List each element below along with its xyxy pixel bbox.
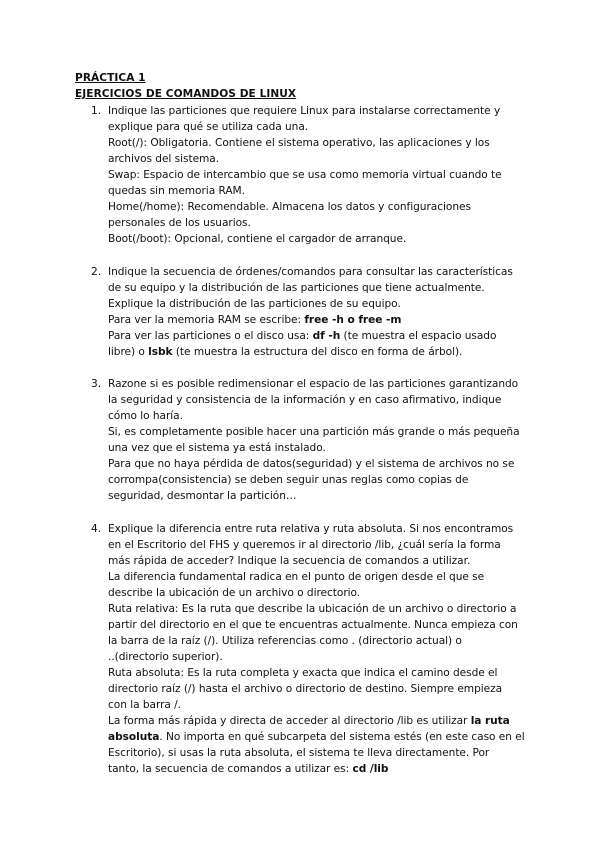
answer-line: personales de los usuarios. — [108, 217, 251, 229]
answer-line: quedas sin memoria RAM. — [108, 185, 245, 197]
exercise-line: en el Escritorio del FHS y queremos ir al directorio /lib, ¿cuál sería la forma — [108, 539, 501, 551]
answer-line: una vez que el sistema ya está instalado. — [108, 442, 326, 454]
answer-line: corrompa(consistencia) se deben seguir unas reglas como copias de — [108, 474, 469, 486]
command-text: df -h — [312, 330, 341, 342]
answer-text: Para ver la memoria RAM se escribe: — [108, 314, 305, 326]
answer-text: La forma más rápida y directa de acceder al directorio /lib es utilizar — [108, 715, 471, 727]
answer-line: la barra de la raíz (/). Utiliza referencias como . (directorio actual) o — [108, 635, 462, 647]
answer-text: (te muestra la estructura del disco en forma de árbol). — [172, 346, 463, 358]
answer-line: directorio raíz (/) hasta el archivo o directorio de destino. Siempre empieza — [108, 683, 503, 695]
answer-text: (te muestra el espacio usado — [340, 330, 497, 342]
exercise-line: más rápida de acceder? Indique la secuencia de comandos a utilizar. — [108, 555, 471, 567]
answer-text: tanto, la secuencia de comandos a utilizar es: — [108, 763, 353, 775]
exercise-line: Indique las particiones que requiere Linux para instalarse correctamente y — [108, 105, 501, 117]
answer-line — [108, 312, 401, 328]
answer-text: libre) o — [108, 346, 149, 358]
exercise-number: 3. — [91, 378, 102, 390]
exercise-number: 2. — [91, 266, 102, 278]
answer-line: partir del directorio en el que te encuentras actualmente. Nunca empieza con — [108, 619, 518, 631]
exercise-number: 1. — [91, 105, 102, 117]
exercise-line: Razone si es posible redimensionar el espacio de las particiones garantizando — [108, 378, 519, 390]
answer-line — [108, 713, 510, 729]
answer-line — [108, 328, 496, 344]
answer-line: archivos del sistema. — [108, 153, 220, 165]
answer-line: Home(/home): Recomendable. Almacena los datos y configuraciones — [108, 201, 471, 213]
answer-line: Escritorio), si usas la ruta absoluta, el sistema te lleva directamente. Por — [108, 747, 490, 759]
exercise-number: 4. — [91, 523, 102, 535]
answer-text: . No importa en qué subcarpeta del sistema estés (en este caso en el — [159, 731, 525, 743]
answer-line: seguridad, desmontar la partición… — [108, 490, 297, 502]
page-subtitle: EJERCICIOS DE COMANDOS DE LINUX — [75, 88, 297, 100]
answer-line — [108, 729, 525, 745]
page-title: PRÁCTICA 1 — [75, 72, 146, 84]
command-text: lsbk — [148, 346, 173, 358]
emphasis-text: la ruta — [470, 715, 510, 727]
answer-line: describe la ubicación de un archivo o directorio. — [108, 587, 361, 599]
exercise-line: la seguridad y consistencia de la información y en caso afirmativo, indique — [108, 394, 502, 406]
command-text: cd /lib — [352, 763, 389, 775]
exercise-line: Explique la diferencia entre ruta relativa y ruta absoluta. Si nos encontramos — [108, 523, 514, 535]
answer-line: Root(/): Obligatoria. Contiene el sistema operativo, las aplicaciones y los — [108, 137, 490, 149]
answer-line: Boot(/boot): Opcional, contiene el cargador de arranque. — [108, 233, 407, 245]
answer-line: Ruta absoluta: Es la ruta completa y exacta que indica el camino desde el — [108, 667, 498, 679]
answer-line: Swap: Espacio de intercambio que se usa como memoria virtual cuando te — [108, 169, 502, 181]
answer-line: con la barra /. — [108, 699, 181, 711]
answer-line: Para que no haya pérdida de datos(seguridad) y el sistema de archivos no se — [108, 458, 515, 470]
answer-line: ..(directorio superior). — [108, 651, 223, 663]
answer-line — [108, 344, 462, 360]
answer-line — [108, 761, 388, 777]
exercise-line: explique para qué se utiliza cada una. — [108, 121, 309, 133]
exercise-line: de su equipo y la distribución de las particiones que tiene actualmente. — [108, 282, 485, 294]
exercise-line: cómo lo haría. — [108, 410, 183, 422]
exercise-line: Indique la secuencia de órdenes/comandos para consultar las características — [108, 266, 513, 278]
answer-line: Ruta relativa: Es la ruta que describe la ubicación de un archivo o directorio a — [108, 603, 517, 615]
command-text: free -h o free -m — [304, 314, 402, 326]
answer-line: Si, es completamente posible hacer una partición más grande o más pequeña — [108, 426, 520, 438]
exercise-line: Explique la distribución de las particiones de su equipo. — [108, 298, 401, 310]
answer-text: Para ver las particiones o el disco usa: — [108, 330, 313, 342]
emphasis-text: absoluta — [108, 731, 160, 743]
answer-line: La diferencia fundamental radica en el punto de origen desde el que se — [108, 571, 485, 583]
